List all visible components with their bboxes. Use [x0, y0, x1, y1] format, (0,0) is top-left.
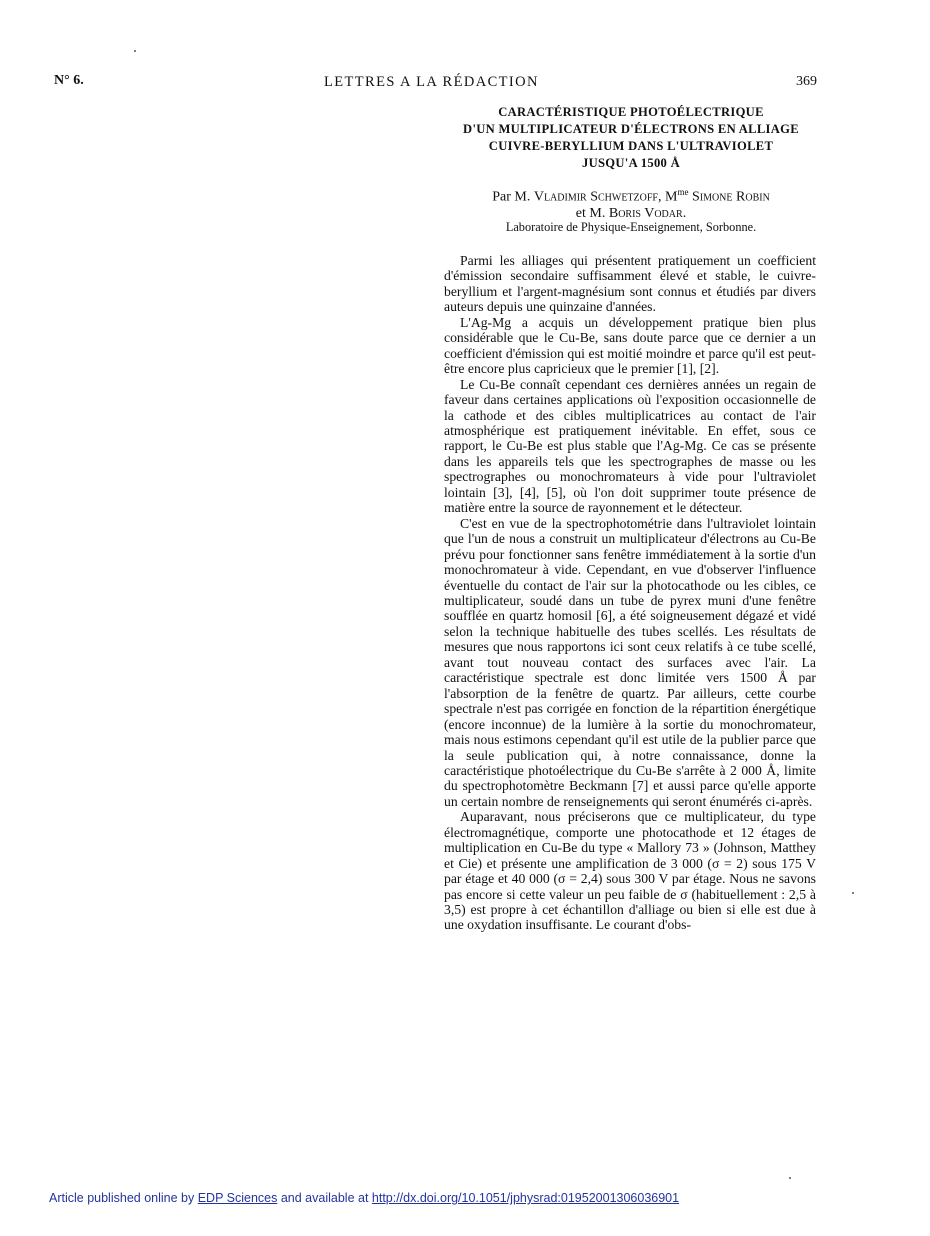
running-title: LETTRES A LA RÉDACTION: [324, 74, 539, 90]
author-name: Simone Robin: [691, 189, 770, 205]
footer-prefix: Article published online by: [49, 1191, 198, 1205]
author-name: Vladimir Schwetzoff: [533, 189, 658, 205]
author-name: Boris Vodar: [608, 206, 683, 222]
mme-superscript: me: [677, 187, 689, 197]
page-number: 369: [796, 74, 817, 89]
scan-speck: [852, 892, 854, 894]
scan-speck: [789, 1177, 791, 1179]
scan-speck: [134, 50, 136, 52]
title-line: CARACTÉRISTIQUE PHOTOÉLECTRIQUE: [498, 105, 764, 119]
authors-line2-prefix: et M.: [575, 206, 609, 222]
authors-separator: , M: [658, 189, 678, 205]
paragraph: Le Cu-Be connaît cependant ces dernières années un regain de faveur dans certaines applications où l'exposition occasionnelle de la cathode et des cibles multiplicatrices au contact de l'air atmosphérique est pratiquement inévitable. En effet, sous ce rapport, le Cu-Be est plus stable que l'Ag-Mg. Ce cas se présente dans les appareils tels que les spectrographes de masse ou les spectrographes ou monochromateurs à vide pour l'ultraviolet lointain [3], [4], [5], où l'on doit supprimer toute présence de matière entre la source de rayonnement et le détecteur.: [444, 376, 816, 516]
title-line: D'UN MULTIPLICATEUR D'ÉLECTRONS EN ALLIAGE: [463, 122, 799, 136]
paragraph: Auparavant, nous préciserons que ce multiplicateur, du type électromagnétique, comporte une photocathode et 12 étages de multiplication en Cu-Be du type « Mallory 73 » (Johnson, Matthey et Cie) et présente une amplification de 3 000 (σ = 2) sous 175 V par étage et 40 000 (σ = 2,4) sous 300 V par étage. Nous ne savons pas encore si cette valeur un peu faible de σ (habituellement : 2,5 à 3,5) est propre à cet échantillon d'alliage ou bien si elle est due à une oxydation insuffisante. Le courant d'obs-: [444, 809, 816, 933]
publication-footer: [49, 1191, 679, 1205]
affiliation: Laboratoire de Physique-Enseignement, Sorbonne.: [505, 220, 757, 234]
article-body: [444, 253, 816, 933]
paragraph: C'est en vue de la spectrophotométrie dans l'ultraviolet lointain que l'un de nous a construit un multiplicateur d'électrons au Cu-Be prévu pour fonctionner sans fenêtre immédiatement à la sortie d'un monochromateur à vide. Cependant, en vue d'observer l'influence éventuelle du contact de l'air sur la photocathode ou les cibles, ce multiplicateur, soudé dans un tube de pyrex muni d'une fenêtre soufflée en quartz homosil [6], a été soigneusement dégazé et vidé selon la technique habituelle des tubes scellés. Les résultats de mesures que nous rapportons ici sont ceux relatifs à ce tube scellé, avant tout nouveau contact des surfaces avec l'air. La caractéristique spectrale est donc limitée vers 1500 Å par l'absorption de la fenêtre de quartz. Par ailleurs, cette courbe spectrale n'est pas corrigée en fonction de la répartition énergétique (encore inconnue) de la lumière à la sortie du monochromateur, mais nous estimons cependant qu'il est utile de la publier parce que la seule publication qui, à notre connaissance, donne la caractéristique photoélectrique du Cu-Be s'arrête à 2 000 Å, limite du spectrophotomètre Beckmann [7] et aussi parce qu'elle apporte un certain nombre de renseignements qui seront énumérés ci-après.: [444, 515, 816, 809]
issue-number: N° 6.: [54, 73, 84, 88]
authors-prefix: Par M.: [492, 189, 534, 205]
paragraph: L'Ag-Mg a acquis un développement pratique bien plus considérable que le Cu-Be, sans doute parce que ce dernier a un coefficient d'émission qui est moitié moindre et parce qu'il est peut-être encore plus capricieux que le premier [1], [2].: [444, 314, 816, 377]
footer-middle: and available at: [277, 1191, 372, 1205]
authors-end: .: [682, 206, 687, 222]
edp-sciences-link[interactable]: EDP Sciences: [197, 1191, 278, 1205]
paragraph: Parmi les alliages qui présentent pratiquement un coefficient d'émission secondaire suffisamment élevé et stable, le cuivre-beryllium et l'argent-magnésium sont connus et étudiés par divers auteurs depuis une quinzaine d'années.: [444, 253, 816, 315]
authors-line-1: [444, 184, 818, 206]
title-line: CUIVRE-BERYLLIUM DANS L'ULTRAVIOLET: [488, 139, 774, 153]
title-line: JUSQU'A 1500 Å: [582, 156, 680, 170]
author-list: [444, 184, 818, 223]
article-title: [444, 104, 818, 172]
doi-link[interactable]: http://dx.doi.org/10.1051/jphysrad:01952001306036901: [371, 1191, 680, 1205]
